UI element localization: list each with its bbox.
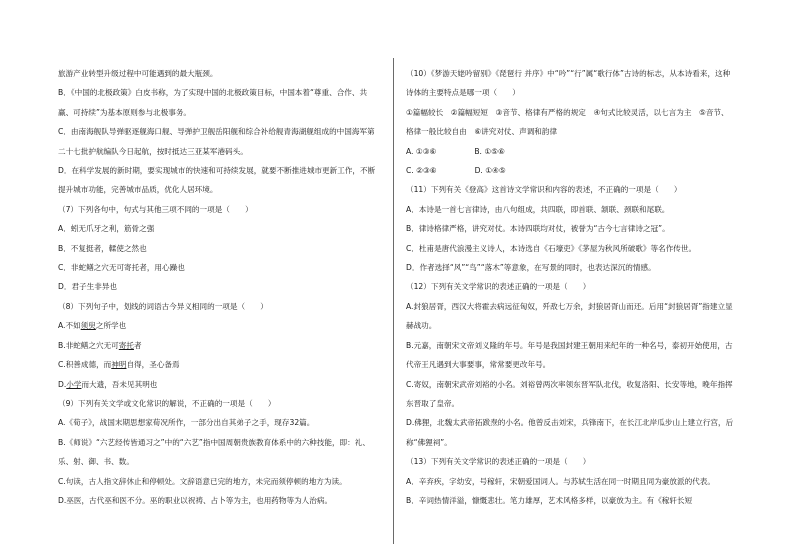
q10-stem: （10）《梦游天姥吟留别》《琵琶行 并序》中“吟”“行”属“歌行体”古诗的标志，从本诗看来，这种诗体的主要特点是哪一项（ ） (406, 69, 731, 98)
q11-option-a: A．本诗是一首七言律诗，由八句组成，共四联，即首联、颔联、颈联和尾联。 (406, 204, 670, 214)
right-column (406, 64, 736, 510)
q12-option-a: A.封狼居胥，西汉大将霍去病远征匈奴，歼敌七万余，封狼居胥山而还。后用“封狼居胥”指建立显赫战功。 (406, 301, 733, 331)
intro-tail: 旅游产业转型升级过程中可能遇到的最大瓶颈。 (58, 69, 218, 78)
q8-stem: （8）下列句子中，划线的词语古今异义相同的一项是（ ） (58, 301, 268, 311)
q10-option-b: B. ①⑤⑥ (474, 146, 505, 156)
q12-option-d: D.佛狸，北魏太武帝拓跋焘的小名。他曾反击刘宋，兵锋南下，在长江北岸瓜步山上建立行宫，后称“佛狸祠”。 (406, 418, 734, 447)
q11-option-d: D．作者选择“风”“鸟”“落木”等意象，在写景的同时，也表达深沉的情感。 (406, 263, 656, 273)
q9-option-a: A.《荀子》，战国末期思想家荀况所作，一部分出自其弟子之手，现存32篇。 (58, 418, 315, 428)
q10-statements-1: ①篇幅较长 ②篇幅短短 ③音节、格律有严格的规定 ④句式比较灵活，以七言为主 ⑤音节、 (406, 107, 729, 117)
q10-options-cd (406, 161, 736, 180)
q7-option-c: C．非蛇鳝之穴无可寄托者，用心躁也 (58, 263, 185, 273)
q11-option-b: B．律诗格律严格，讲究对仗。本诗四联均对仗，被誉为“古今七言律诗之冠”。 (406, 224, 670, 234)
q6-option-d: D．在科学发展的新时期，要实现城市的快速和可持续发展，就要不断推进城市更新工作，不断提升城市功能，完善城市品质，优化人居环境。 (58, 166, 376, 195)
q9-option-b: B.《师说》“六艺经传皆通习之”中的“六艺”指中国周朝贵族教育体系中的六种技能，即：礼、乐、射、御、书、数。 (58, 437, 370, 467)
q8-option-d: D.小学而大遗，吾未见其明也 (58, 379, 158, 389)
q9-option-c: C.句读，古人指文辞休止和停顿处。文辞语意已完的地方，未完而须停顿的地方为读。 (58, 476, 347, 486)
q8-option-a: A.不如须臾之所学也 (58, 321, 127, 331)
q7-option-d: D．君子生非异也 (58, 282, 118, 292)
underlined-word: 寄托 (118, 340, 134, 350)
q7-stem: （7）下列各句中，句式与其他三项不同的一项是（ ） (58, 204, 253, 214)
q13-option-b: B．辛词热情洋溢，慷慨悲壮。笔力雄厚，艺术风格多样，以豪放为主。有《稼轩长短 (406, 495, 693, 505)
q10-option-c: C. ②③⑥ (406, 166, 437, 176)
q10-statements-2: 格律一般比较自由 ⑥讲究对仗、声调和韵律 (406, 127, 558, 137)
q12-option-c: C.寄奴，南朝宋武帝刘裕的小名。刘裕曾两次率领东晋军队北伐，收复洛阳、长安等地，晚年指挥东晋取了皇帝。 (406, 379, 733, 408)
q10-option-a: A. ①③⑥ (406, 146, 437, 156)
q11-stem: （11）下列有关《登高》这首诗文学常识和内容的表述，不正确的一项是（ ） (406, 185, 682, 195)
q9-stem: （9）下列有关文学或文化常识的解说，不正确的一项是（ ） (58, 398, 276, 408)
q7-option-a: A．蚓无爪牙之利，筋骨之强 (58, 224, 155, 234)
q6-option-b: B．《中国的北极政策》白皮书称，为了实现中国的北极政策目标，中国本着“尊重、合作、共赢、可持续”为基本原则参与北极事务。 (58, 88, 368, 117)
q8-option-c: C.积善成德，而神明自得，圣心备焉 (58, 360, 180, 370)
q7-option-b: B．不复挺者，輮使之然也 (58, 243, 147, 253)
q12-stem: （12）下列有关文学常识的表述正确的一项是（ ） (406, 282, 591, 292)
underlined-word: 小学 (66, 379, 82, 389)
q13-option-a: A．辛弃疾，字幼安，号稼轩，宋朝爱国词人。与苏轼生活在同一时期且同为豪放派的代表。 (406, 476, 715, 486)
q8-option-b: B.非蛇鳝之穴无可寄托者 (58, 340, 142, 350)
left-column (58, 64, 380, 510)
q9-option-d: D.巫医，古代巫和医不分。巫的职业以祝祷、占卜等为主，也用药物等为人治病。 (58, 495, 333, 505)
q12-option-b: B.元嘉，南朝宋文帝刘义隆的年号。年号是我国封建王朝用来纪年的一种名号，泰初开始使用，古代帝王凡遇到大事要事，常常要更改年号。 (406, 340, 733, 370)
q10-option-d: D. ①④⑤ (474, 166, 506, 176)
q6-option-c: C．由南海舰队导弹驱逐舰海口舰、导弹护卫舰岳阳舰和综合补给舰青海湖舰组成的中国海军第二十七批护航编队今日起航，按时抵达三亚某军港码头。 (58, 127, 375, 156)
q11-option-c: C．杜甫是唐代浪漫主义诗人，本诗选自《石壕吏》《茅屋为秋风所破歌》等名作传世。 (406, 243, 697, 253)
underlined-word: 神明 (111, 360, 127, 370)
q10-options-ab (406, 142, 736, 161)
q13-stem: （13）下列有关文学常识的表述正确的一项是（ ） (406, 457, 591, 467)
column-divider (393, 58, 394, 544)
underlined-word: 须臾 (80, 321, 96, 331)
